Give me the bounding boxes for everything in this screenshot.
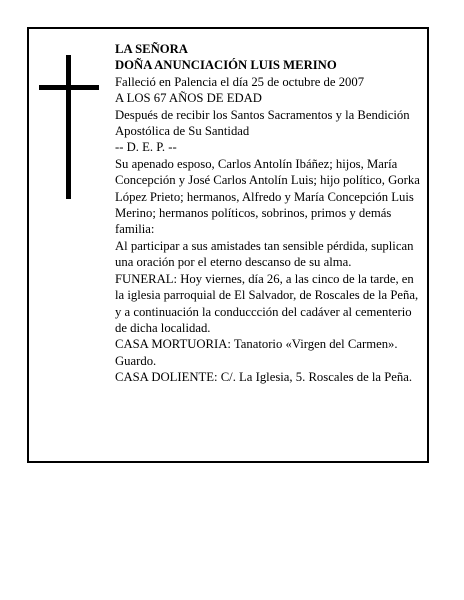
sacraments-line: Después de recibir los Santos Sacramentos y la Bendición Apostólica de Su Santidad [115, 107, 410, 139]
mortuary-paragraph: CASA MORTUORIA: Tanatorio «Virgen del Carmen». Guardo. [115, 337, 398, 368]
cross-horizontal-bar [39, 85, 99, 90]
deceased-name: DOÑA ANUNCIACIÓN LUIS MERINO [115, 58, 337, 73]
death-notice [27, 27, 429, 463]
rip-line: -- D. E. P. -- [115, 140, 177, 155]
notice-heading: LA SEÑORA [115, 42, 188, 56]
death-date-line: Falleció en Palencia el día 25 de octubre de 2007 [115, 74, 365, 89]
family-home-paragraph: CASA DOLIENTE: C/. La Iglesia, 5. Roscales de la Peña. [115, 370, 413, 385]
funeral-paragraph: FUNERAL: Hoy viernes, día 26, a las cinco de la tarde, en la iglesia parroquial de El Salvador, de Roscales de la Peña, y a continuación la conduccción del cadáver al cementerio de dicha localidad. [115, 271, 419, 335]
age-line: A LOS 67 AÑOS DE EDAD [115, 91, 262, 106]
notice-body [115, 41, 425, 386]
prayer-paragraph: Al participar a sus amistades tan sensible pérdida, suplican una oración por el eterno descanso de su alma. [115, 238, 414, 270]
cross-vertical-bar [66, 55, 71, 199]
family-paragraph: Su apenado esposo, Carlos Antolín Ibáñez; hijos, María Concepción y José Carlos Antolín Luis; hijo político, Gorka López Prieto; hermanos, Alfredo y María Concepción Luis Merino; hermanos políticos, sobrinos, primos y demás familia: [115, 156, 420, 237]
cross-icon [39, 55, 99, 199]
